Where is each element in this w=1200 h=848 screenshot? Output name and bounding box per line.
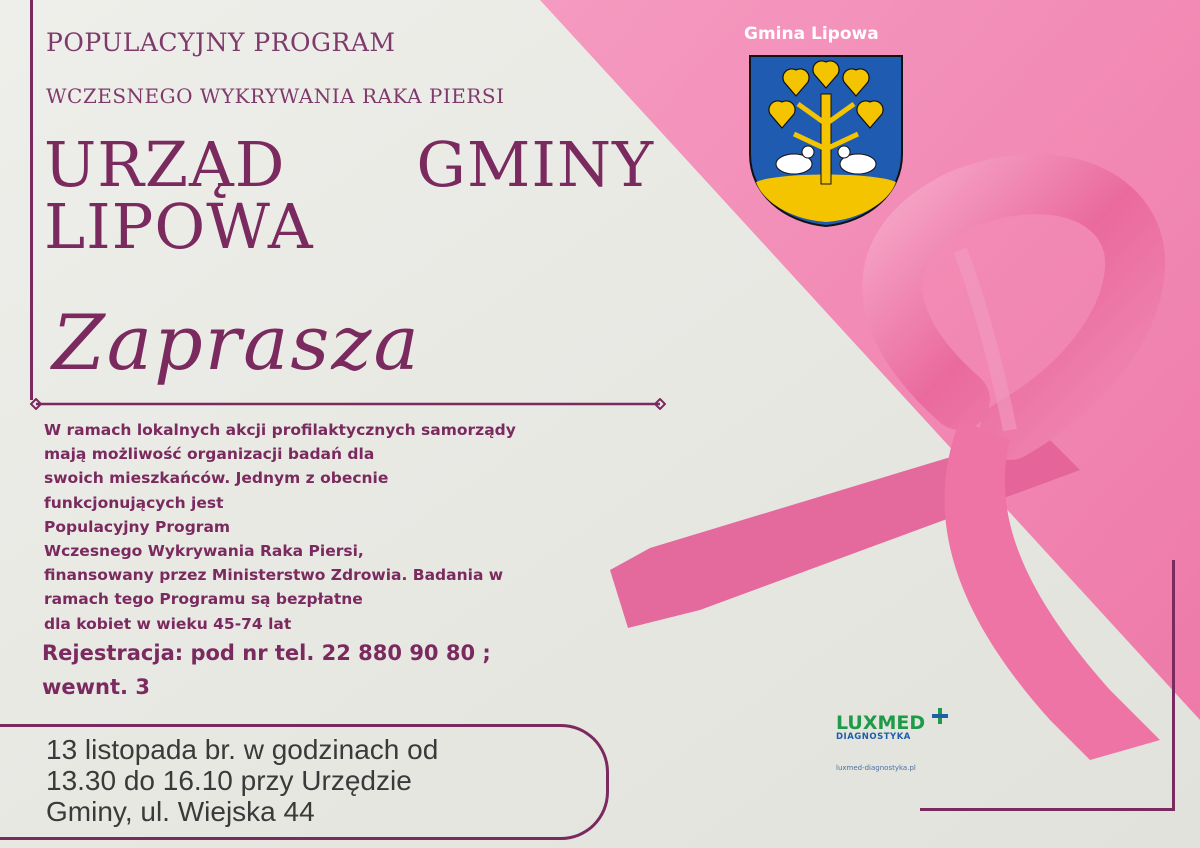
decorative-divider (30, 398, 666, 410)
description-line: swoich mieszkańców. Jednym z obecnie (44, 469, 389, 488)
sponsor-url: luxmed-diagnostyka.pl (836, 764, 916, 772)
description-line: W ramach lokalnych akcji profilaktycznych samorządy (44, 421, 516, 439)
sponsor-subtitle: DIAGNOSTYKA (836, 732, 911, 742)
event-time-line: 13.30 do 16.10 przy Urzędzie (46, 765, 412, 796)
organizer-title (44, 128, 664, 263)
luxmed-plus-icon (932, 708, 948, 724)
description-line: dla kobiet w wieku 45-74 lat (44, 614, 292, 633)
sponsor-logo (836, 712, 925, 772)
description-line: mają możliwość organizacji badań dla (44, 445, 375, 464)
frame-line-bottom-right (920, 808, 1175, 811)
frame-line-left (30, 0, 33, 400)
registration-phone: Rejestracja: pod nr tel. 22 880 90 80 ; (42, 641, 491, 665)
coat-of-arms-icon (748, 54, 904, 228)
program-title-line2: WCZESNEGO WYKRYWANIA RAKA PIERSI (46, 84, 505, 108)
event-date-line: 13 listopada br. w godzinach od (46, 734, 439, 765)
sponsor-brand: LUXMED (836, 712, 926, 734)
event-address-line: Gminy, ul. Wiejska 44 (46, 796, 315, 827)
description-line: ramach tego Programu są bezpłatne (44, 590, 363, 609)
event-details (46, 734, 438, 827)
description-line: Populacyjny Program (44, 517, 231, 536)
description-line: finansowany przez Ministerstwo Zdrowia. Badania w (44, 566, 504, 585)
organizer-word-lipowa: LIPOWA (44, 190, 314, 263)
registration-extension: wewnt. 3 (42, 675, 150, 699)
organizer-word-urzad: URZĄD (44, 128, 286, 201)
invitation-heading: Zaprasza (52, 298, 421, 387)
description-line: funkcjonujących jest (44, 493, 224, 512)
crest-label: Gmina Lipowa (744, 24, 879, 44)
frame-line-right (1172, 560, 1175, 810)
registration-info (42, 636, 491, 704)
program-title-line1: POPULACYJNY PROGRAM (46, 28, 396, 57)
description-line: Wczesnego Wykrywania Raka Piersi, (44, 542, 364, 561)
organizer-word-gminy: GMINY (416, 128, 654, 201)
program-description (44, 418, 604, 636)
